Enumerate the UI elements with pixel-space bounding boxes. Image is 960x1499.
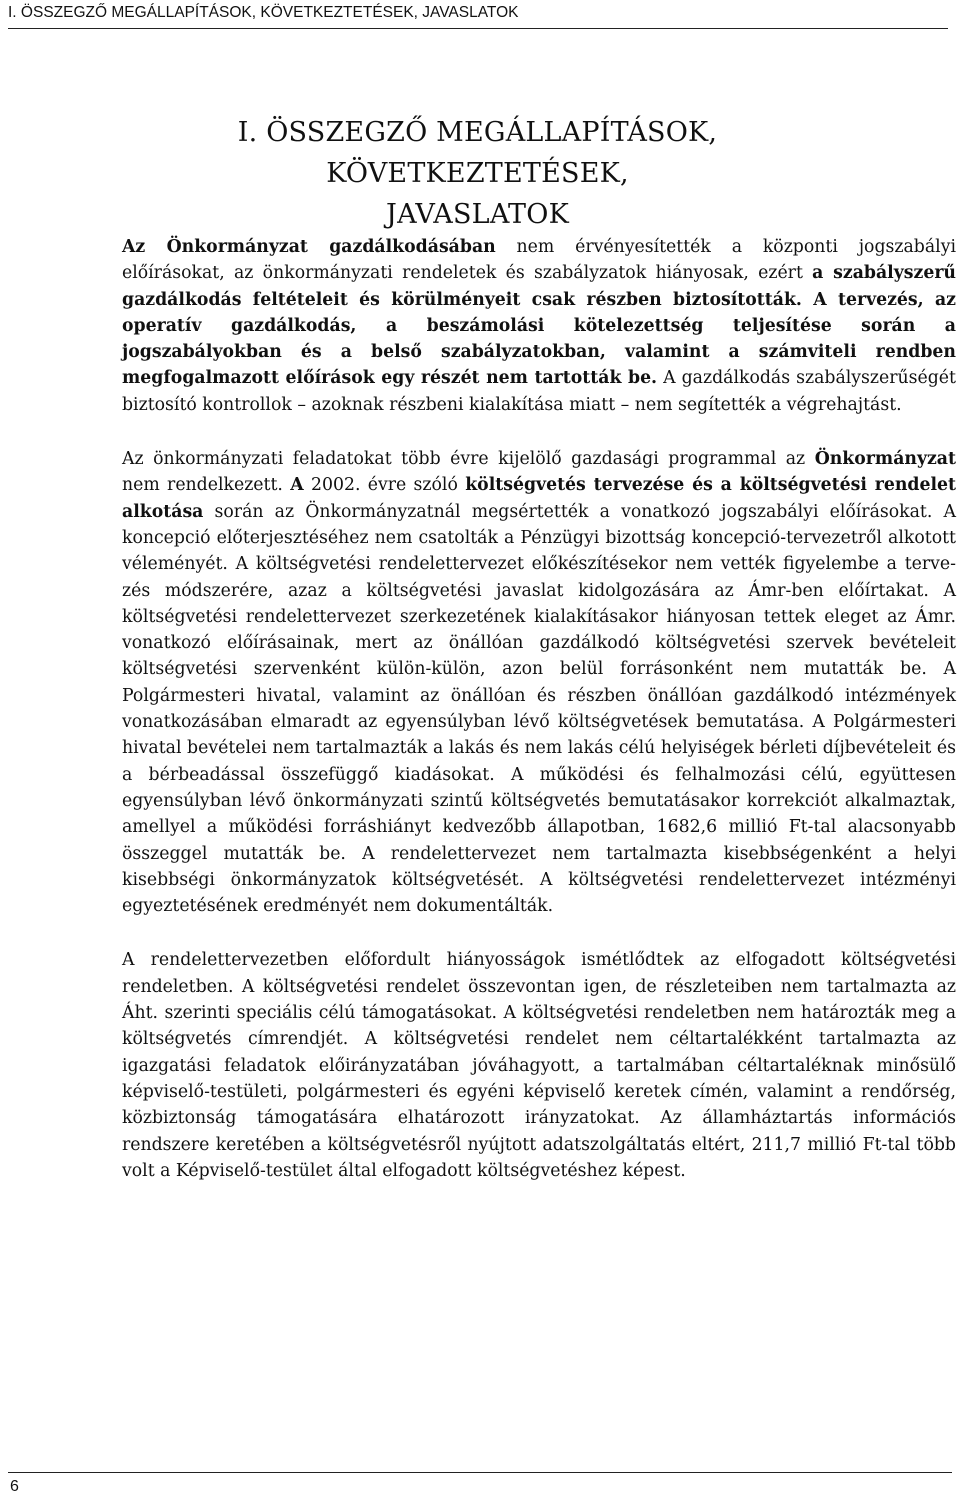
running-header-title: I. ÖSSZEGZŐ MEGÁLLAPÍTÁSOK, KÖVETKEZTETÉSEK, JAVASLATOK	[8, 4, 519, 21]
emphasis: Önkormányzat	[814, 449, 956, 470]
emphasis: Az Önkormányzat gazdálkodásában	[122, 237, 496, 257]
footer-rule	[8, 1472, 952, 1473]
text-run: 2002. évre szóló	[303, 475, 466, 496]
text-run: nem érvényesítették a központi jogszabályi előírásokat, az önkormányzati rendeletek és szabályzatok hiányosak, ezért	[122, 237, 956, 284]
body-text	[122, 234, 956, 1212]
page-title-line-2: JAVASLATOK	[386, 199, 569, 230]
text-run: A gazdálkodás szabályszerűségét biztosító kontrollok – azoknak részbeni kialakítása miatt – nem segítették a végrehajtást.	[122, 368, 956, 415]
text-run: Az önkormányzati feladatokat több évre kijelölő gazdasági programmal az	[122, 449, 815, 470]
emphasis: a szabályszerű gazdálkodás feltételeit és körülményeit csak részben biztosították. A tervezés, az operatív gazdálkodás, a beszámolási kötelezettség teljesítése során a jogszabályokban és a belső szabályzatokban, valamint a számviteli rendben megfogalmazott előírások egy részét nem tartották be.	[122, 263, 956, 389]
emphasis: költségvetés tervezése és a költségvetési rendelet alkotása	[122, 475, 957, 522]
paragraph-3	[122, 947, 956, 1184]
text-run: nem rendelkezett.	[122, 475, 291, 496]
running-header	[8, 4, 948, 29]
text-run: A rendelettervezetben előfordult hiányosságok ismétlődtek az elfogadott költségvetési rendeletben. A költségvetési rendelet összevontan igen, de részleteiben nem tartalmazta az Áht. szerinti speciális célú támogatásokat. A költségvetési rendeletben nem határozták meg a költségvetés címrendjét. A költségvetési rendelet nem céltartalékként tartalmazta az igazgatási feladatok előirányzatában jóváhagyott, a tartalmában céltartaléknak minősülő képviselő-testületi, polgármesteri és egyéni képviselő keretek címén, valamint a rendőrség, közbiztonság támogatására elhatározott irányzatokat. Az államháztartás információs rendszere keretében a költségvetésről nyújtott adatszolgáltatás eltért, 211,7 millió Ft-tal több volt a Képviselő-testület által elfogadott költségvetéshez képest.	[122, 950, 956, 1181]
text-run: során az Önkormányzatnál megsértették a vonatkozó jogszabályi előírásokat. A koncepció előterjesztéséhez nem csatolták a Pénzügyi bizottság koncepció-tervezetről alkotott véleményét. A költségvetési rendelettervezet előkészítésekor nem vették figyelembe a tervezés módszerére, azaz a költségvetési javaslat kidolgozására az Ámr-ben előírtakat. A költségvetési rendelettervezet szerkezetének kialakításakor hiányosan tettek eleget az Ámr. vonatkozó előírásainak, mert az önállóan gazdálkodó költségvetési szervek bevételeit költségvetési szervenként külön-külön, azon belül forrásonként nem mutatták be. A Polgármesteri hivatal, valamint az önállóan és részben önállóan gazdálkodó intézmények vonatkozásában elmaradt az egyensúlyban lévő költségvetések bemutatása. A Polgármesteri hivatal bevételei nem tartalmazták a lakás és nem lakás célú helyiségek bérleti díjbevételeit és a bérbeadással összefüggő kiadásokat. A működési és felhalmozási célú, együttesen egyensúlyban lévő önkormányzati szintű költségvetés bemutatásakor korrekciót alkalmaztak, amellyel a működési forráshiányt kedvezőbb állapotban, 1682,6 millió Ft-tal alacsonyabb összeggel mutatták be. A rendelettervezet nem tartalmazta kisebbségenként a helyi kisebbségi önkormányzatok költségvetését. A költségvetési rendelettervezet intézményi egyeztetésének eredményét nem dokumentálták.	[122, 501, 956, 917]
page-title-line-1: I. ÖSSZEGZŐ MEGÁLLAPÍTÁSOK, KÖVETKEZTETÉSEK,	[237, 117, 718, 189]
page-number: 6	[10, 1478, 19, 1495]
page-title	[120, 112, 835, 235]
paragraph-1	[122, 234, 956, 418]
paragraph-2	[122, 446, 956, 919]
emphasis: A	[290, 475, 304, 496]
